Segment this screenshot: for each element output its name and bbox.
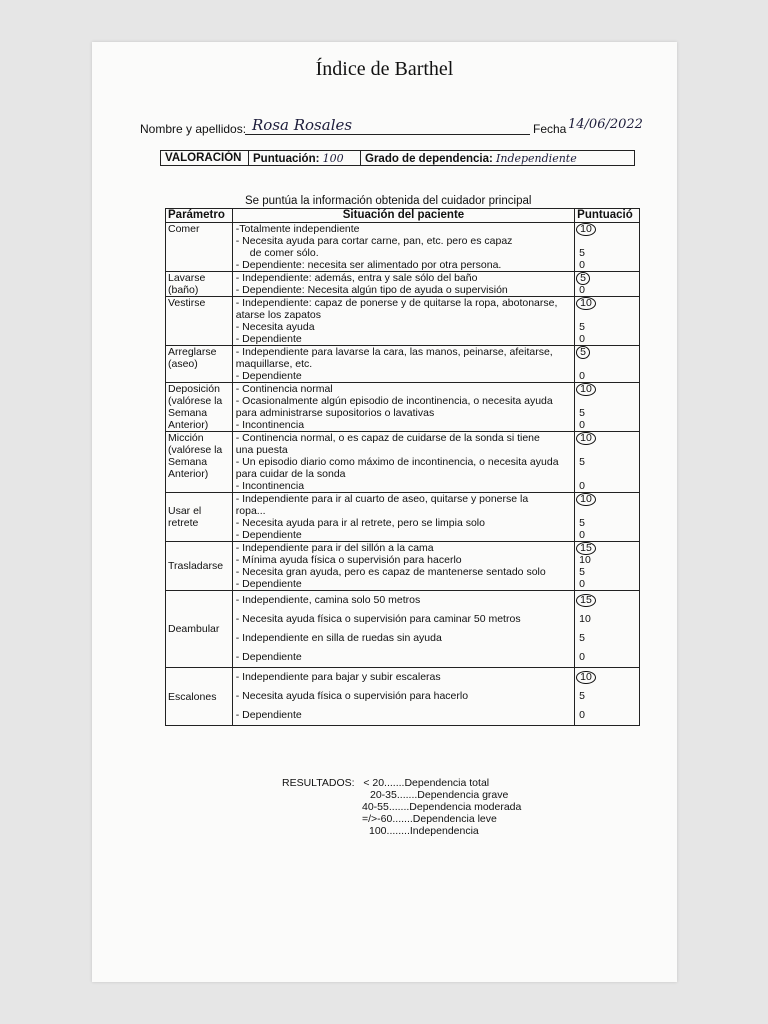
option-text: - Dependiente: Necesita algún tipo de ayuda o supervisión	[235, 284, 508, 296]
table-row	[166, 272, 640, 297]
table-row	[166, 383, 640, 432]
page-title: Índice de Barthel	[315, 58, 454, 80]
score-value: 0	[579, 333, 586, 345]
result-range: 100	[369, 825, 387, 837]
table-header-row	[166, 209, 640, 223]
option-text: - Incontinencia	[235, 480, 305, 492]
circled-score: 15	[576, 542, 596, 555]
score-value: 0	[579, 259, 586, 271]
score-column-cell	[575, 297, 640, 346]
circled-score: 10	[576, 671, 596, 684]
option-text: - Mínima ayuda física o supervisión para hacerlo	[235, 554, 462, 566]
option-text: atarse los zapatos	[235, 309, 321, 321]
option-text: - Necesita ayuda para cortar carne, pan, etc. pero es capaz	[235, 235, 513, 247]
param-label: (baño)	[168, 284, 199, 296]
param-label: Anterior)	[168, 468, 209, 480]
score-column-cell	[575, 668, 640, 726]
param-cell	[166, 668, 233, 726]
table-row	[166, 432, 640, 493]
option-text: - Independiente para ir del sillón a la cama	[235, 542, 434, 554]
situation-cell	[232, 346, 574, 383]
result-text: Dependencia total	[404, 777, 490, 789]
option-text: - Independiente en silla de ruedas sin ayuda	[235, 632, 442, 644]
param-cell	[166, 272, 233, 297]
score-value: 5	[579, 407, 586, 419]
valoracion-box	[160, 150, 635, 166]
option-text: - Necesita gran ayuda, pero es capaz de mantenerse sentado solo	[235, 566, 546, 578]
param-label: Escalones	[168, 690, 217, 703]
option-text: - Necesita ayuda física o supervisión para hacerlo	[235, 690, 469, 702]
circled-score: 10	[576, 223, 596, 236]
param-label: Usar el	[168, 505, 202, 517]
option-text: - Independiente para bajar y subir escaleras	[235, 671, 441, 683]
option-text: -Totalmente independiente	[235, 223, 360, 235]
results-label: RESULTADOS:	[282, 777, 355, 789]
result-range: 40-55	[362, 801, 389, 813]
table-row	[166, 346, 640, 383]
score-value: 0	[579, 284, 586, 296]
score-value: 0	[579, 370, 586, 382]
score-cell	[249, 151, 361, 165]
param-cell	[166, 493, 233, 542]
situation-cell	[232, 591, 574, 668]
param-cell	[166, 542, 233, 591]
score-column-cell	[575, 493, 640, 542]
param-cell	[166, 432, 233, 493]
circled-score: 10	[576, 432, 596, 445]
score-column-cell	[575, 383, 640, 432]
option-text: - Dependiente	[235, 529, 302, 541]
situation-cell	[232, 542, 574, 591]
name-label: Nombre y apellidos:	[140, 122, 247, 136]
param-label: Trasladarse	[168, 560, 224, 572]
situation-cell	[232, 493, 574, 542]
results-row	[282, 801, 521, 813]
score-value: 5	[579, 517, 586, 529]
score-value: 100	[322, 152, 344, 165]
result-text: Dependencia moderada	[409, 801, 522, 813]
param-label: Anterior)	[168, 419, 209, 431]
param-label: Deposición	[168, 383, 220, 395]
result-dots: .......	[388, 801, 410, 813]
situation-cell	[232, 272, 574, 297]
option-text: - Necesita ayuda para ir al retrete, pero se limpia solo	[235, 517, 485, 529]
results-row	[282, 789, 521, 801]
option-text: - Independiente: además, entra y sale sólo del baño	[235, 272, 478, 284]
circled-score: 5	[576, 346, 590, 359]
valoracion-label: VALORACIÓN	[161, 151, 249, 165]
situation-cell	[232, 432, 574, 493]
score-value: 5	[579, 566, 586, 578]
score-value: 0	[579, 578, 586, 590]
result-dots: .......	[392, 813, 413, 825]
situation-cell	[232, 297, 574, 346]
score-value: 10	[579, 554, 591, 566]
result-range: < 20	[363, 777, 385, 789]
option-text: - Independiente, camina solo 50 metros	[235, 594, 421, 606]
note-text: Se puntúa la información obtenida del cuidador principal	[245, 195, 532, 207]
option-text: - Dependiente	[235, 709, 302, 721]
option-text: - Incontinencia	[235, 419, 305, 431]
option-text: maquillarse, etc.	[235, 358, 313, 370]
option-text: - Dependiente	[235, 370, 302, 382]
score-value: 0	[579, 529, 586, 541]
param-label: (aseo)	[168, 358, 198, 370]
score-value: 5	[579, 632, 586, 644]
score-column-cell	[575, 272, 640, 297]
param-label: (valórese la	[168, 444, 223, 456]
score-value: 0	[579, 480, 586, 492]
grade-label: Grado de dependencia:	[365, 153, 493, 165]
table-row	[166, 493, 640, 542]
param-label: Deambular	[168, 623, 220, 635]
header-situacion: Situación del paciente	[232, 209, 574, 223]
option-text: - Necesita ayuda física o supervisión para caminar 50 metros	[235, 613, 521, 625]
grade-cell	[361, 151, 634, 165]
param-cell	[166, 591, 233, 668]
date-value: 14/06/2022	[568, 117, 643, 132]
name-value: Rosa Rosales	[252, 116, 353, 134]
option-text: - Independiente para lavarse la cara, las manos, peinarse, afeitarse,	[235, 346, 553, 358]
option-text: - Un episodio diario como máximo de incontinencia, o necesita ayuda	[235, 456, 559, 468]
circled-score: 10	[576, 383, 596, 396]
param-label: Semana	[168, 456, 208, 468]
param-cell	[166, 383, 233, 432]
results-row	[282, 813, 521, 825]
result-range: 20-35	[370, 789, 397, 801]
result-dots: ........	[386, 825, 410, 837]
param-cell	[166, 297, 233, 346]
score-value: 5	[579, 321, 586, 333]
option-text: - Dependiente: necesita ser alimentado por otra persona.	[235, 259, 502, 271]
score-column-cell	[575, 346, 640, 383]
option-text: - Dependiente	[235, 578, 302, 590]
table-row	[166, 668, 640, 726]
param-label: Micción	[168, 432, 204, 444]
score-value: 0	[579, 651, 586, 663]
result-dots: .......	[384, 777, 405, 789]
header-puntuacion: Puntuació	[575, 209, 640, 223]
option-text: - Dependiente	[235, 651, 302, 663]
param-label: (valórese la	[168, 395, 223, 407]
param-label: retrete	[168, 517, 199, 529]
name-underline	[245, 134, 530, 135]
results-row	[282, 825, 521, 837]
score-value: 5	[579, 456, 586, 468]
option-text: - Ocasionalmente algún episodio de incontinencia, o necesita ayuda	[235, 395, 553, 407]
table-row	[166, 223, 640, 272]
option-text: - Continencia normal, o es capaz de cuidarse de la sonda si tiene	[235, 432, 540, 444]
header-parametro: Parámetro	[166, 209, 233, 223]
option-text: - Independiente para ir al cuarto de aseo, quitarse y ponerse la	[235, 493, 529, 505]
situation-cell	[232, 223, 574, 272]
situation-cell	[232, 383, 574, 432]
param-label: Arreglarse	[168, 346, 217, 358]
option-text: para administrarse supositorios o lavativas	[235, 407, 435, 419]
score-column-cell	[575, 591, 640, 668]
results-section	[282, 777, 521, 837]
situation-cell	[232, 668, 574, 726]
result-range: =/>-60	[362, 813, 393, 825]
table-row	[166, 542, 640, 591]
score-value: 0	[579, 419, 586, 431]
option-text: - Continencia normal	[235, 383, 333, 395]
circled-score: 10	[576, 297, 596, 310]
option-text: de comer sólo.	[249, 247, 319, 259]
score-column-cell	[575, 223, 640, 272]
table-row	[166, 591, 640, 668]
circled-score: 15	[576, 594, 596, 607]
option-text: ropa...	[235, 505, 266, 517]
score-value: 10	[579, 613, 591, 625]
result-text: Dependencia leve	[412, 813, 497, 825]
param-label: Vestirse	[168, 297, 206, 309]
results-row	[282, 777, 521, 789]
score-label: Puntuación:	[253, 153, 320, 165]
option-text: - Necesita ayuda	[235, 321, 315, 333]
option-text: una puesta	[235, 444, 288, 456]
result-dots: .......	[396, 789, 418, 801]
param-cell	[166, 223, 233, 272]
score-column-cell	[575, 542, 640, 591]
barthel-table	[165, 208, 640, 726]
score-value: 0	[579, 709, 586, 721]
date-label: Fecha	[533, 122, 567, 136]
result-text: Dependencia grave	[417, 789, 509, 801]
table-row	[166, 297, 640, 346]
param-label: Comer	[168, 223, 200, 235]
option-text: - Independiente: capaz de ponerse y de quitarse la ropa, abotonarse,	[235, 297, 558, 309]
option-text: - Dependiente	[235, 333, 302, 345]
option-text: para cuidar de la sonda	[235, 468, 346, 480]
param-cell	[166, 346, 233, 383]
grade-value: Independiente	[496, 152, 577, 165]
score-value: 5	[579, 247, 586, 259]
score-value: 5	[579, 690, 586, 702]
circled-score: 10	[576, 493, 596, 506]
param-label: Lavarse	[168, 272, 206, 284]
result-text: Independencia	[409, 825, 479, 837]
param-label: Semana	[168, 407, 208, 419]
score-column-cell	[575, 432, 640, 493]
circled-score: 5	[576, 272, 590, 285]
